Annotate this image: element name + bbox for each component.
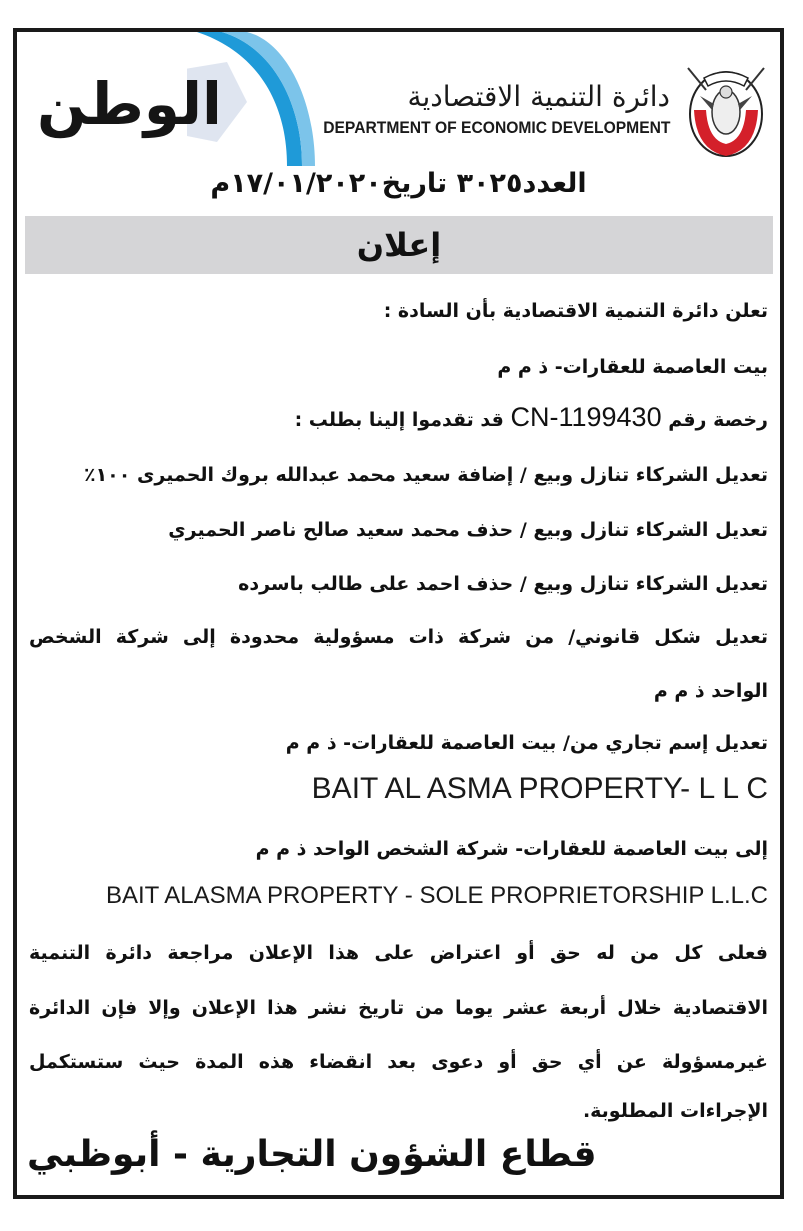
advertisement-frame [13,28,784,1199]
issuing-sector: قطاع الشؤون التجارية - أبوظبي [27,1134,597,1175]
trade-name-to-english: BAIT ALASMA PROPERTY - SOLE PROPRIETORSHIP L.L.C [105,882,768,909]
notice-line: الإجراءات المطلوبة. [582,1100,768,1122]
change-item: تعديل الشركاء تنازل وبيع / إضافة سعيد محمد عبدالله بروك الحميرى ١٠٠٪ [83,464,768,486]
trade-name-to: إلى بيت العاصمة للعقارات- شركة الشخص الواحد ذ م م [255,838,768,860]
company-name: بيت العاصمة للعقارات- ذ م م [497,356,768,378]
notice-line: غيرمسؤولة عن أي حق أو دعوى بعد انقضاء هذه المدة حيث ستستكمل [29,1051,768,1073]
issue-number-and-date: العدد٣٠٢٥ تاريخ١٧/٠١/٢٠٢٠م [210,168,587,199]
license-prefix: رخصة رقم [668,409,768,431]
change-item: تعديل الشركاء تنازل وبيع / حذف احمد على طالب باسرده [238,573,768,595]
intro-text: تعلن دائرة التنمية الاقتصادية بأن السادة : [383,300,768,322]
newspaper-logo: الوطن [37,70,222,138]
department-name-english: DEPARTMENT OF ECONOMIC DEVELOPMENT [322,118,670,137]
announcement-title-banner [25,216,773,274]
change-item: تعديل الشركاء تنازل وبيع / حذف محمد سعيد صالح ناصر الحميري [168,519,768,541]
announcement-title: إعلان [356,226,442,264]
license-line [295,402,768,433]
license-number: CN-1199430 [510,402,662,432]
trade-name-from-english: BAIT AL ASMA PROPERTY- L L C [311,772,768,805]
legal-form-change-continued: الواحد ذ م م [653,680,768,702]
license-suffix: قد تقدموا إلينا بطلب : [294,409,504,431]
notice-line: فعلى كل من له حق أو اعتراض على هذا الإعلان مراجعة دائرة التنمية [29,942,768,964]
notice-line: الاقتصادية خلال أربعة عشر يوما من تاريخ نشر هذا الإعلان وإلا فإن الدائرة [29,997,768,1019]
header [17,32,780,166]
falcon-emblem-icon [684,60,768,160]
trade-name-from: تعديل إسم تجاري من/ بيت العاصمة للعقارات- ذ م م [285,732,768,754]
department-name-arabic: دائرة التنمية الاقتصادية [407,80,670,113]
legal-form-change: تعديل شكل قانوني/ من شركة ذات مسؤولية محدودة إلى شركة الشخص [29,626,768,648]
